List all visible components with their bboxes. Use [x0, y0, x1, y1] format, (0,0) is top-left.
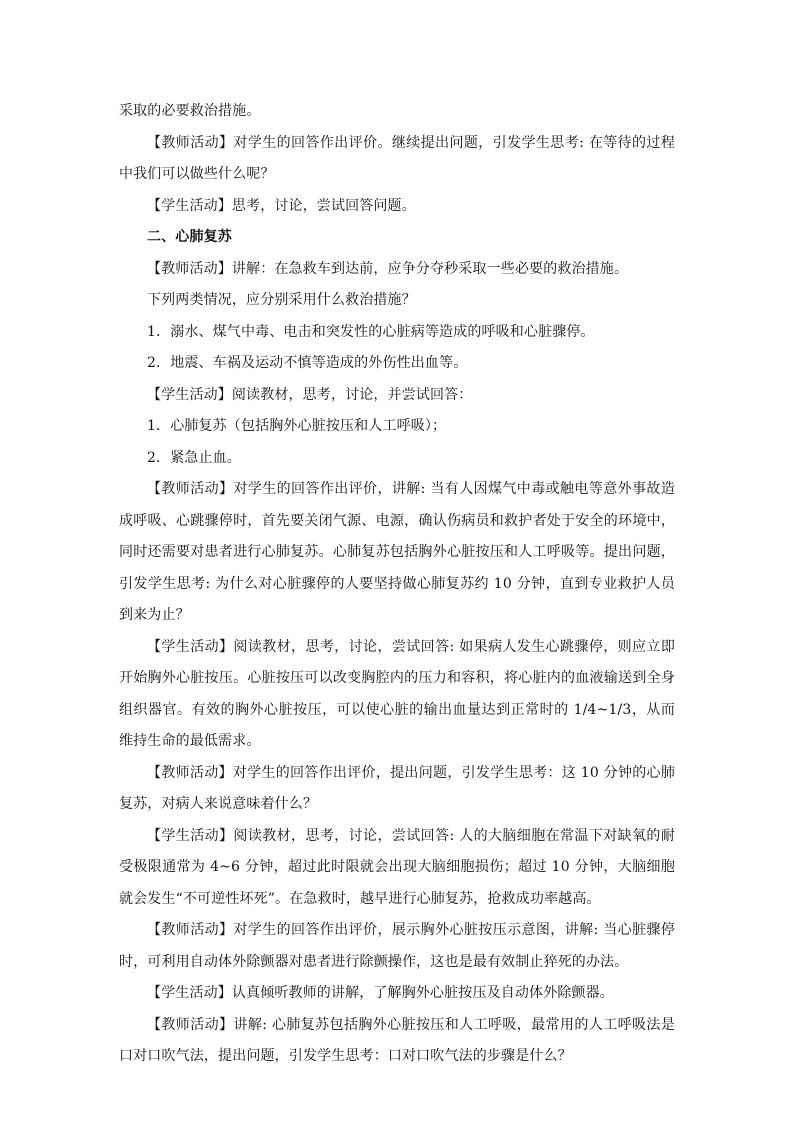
list-item-2: 2．地震、车祸及运动不慎等造成的外伤性出血等。: [147, 355, 468, 371]
section-heading-cpr: 二、心肺复苏: [147, 229, 232, 245]
paragraph-student-activity-brain-cells: 【学生活动】阅读教材，思考，讨论，尝试回答: 人的大脑细胞在常温下对缺氧的耐受极限通常为 4~6 分钟，超过此时限就会出现大脑细胞损伤；超过 10 分钟，大脑细胞就会发生“不可逆性坏死”。在急救时，越早进行心肺复苏，抢救成功率越高。: [119, 827, 675, 907]
paragraph-teacher-activity-mouth-to-mouth: 【教师活动】讲解: 心肺复苏包括胸外心脏按压和人工呼吸，最常用的人工呼吸法是口对口吹气法，提出问题，引发学生思考：口对口吹气法的步骤是什么？: [119, 1016, 675, 1064]
document-body: [119, 96, 675, 1073]
paragraph-teacher-activity-gas-poisoning: 【教师活动】对学生的回答作出评价，讲解: 当有人因煤气中毒或触电等意外事故造成呼吸、心跳骤停时，首先要关闭气源、电源，确认伤病员和救护者处于安全的环境中，同时还需要对患者进行心肺复苏。心肺复苏包括胸外心脏按压和人工呼吸等。提出问题，引发学生思考: 为什么对心脏骤停的人要坚持做心肺复苏约 10 分钟，直到专业救护人员到来为止？: [119, 481, 675, 623]
paragraph-teacher-activity-10-minutes: 【教师活动】对学生的回答作出评价，提出问题，引发学生思考：这 10 分钟的心肺复苏，对病人来说意味着什么？: [119, 764, 675, 812]
answer-item-1: 1．心肺复苏（包括胸外心脏按压和人工呼吸）；: [147, 418, 447, 434]
paragraph-student-activity-chest-compression: 【学生活动】阅读教材，思考，讨论，尝试回答: 如果病人发生心跳骤停，则应立即开始胸外心脏按压。心脏按压可以改变胸腔内的压力和容积，将心脏内的血液输送到全身组织器官。有效的胸外心脏按压，可以使心脏的输出血量达到正常时的 1/4~1/3，从而维持生命的最低需求。: [119, 638, 675, 749]
paragraph-teacher-activity-explain: 【教师活动】讲解：在急救车到达前，应争分夺秒采取一些必要的救治措施。: [147, 260, 629, 277]
answer-item-2: 2．紧急止血。: [147, 449, 241, 466]
paragraph-question: 下列两类情况，应分别采用什么救治措施？: [147, 292, 416, 308]
paragraph-continuation: 采取的必要救治措施。: [119, 103, 261, 119]
paragraph-teacher-activity-defibrillator: 【教师活动】对学生的回答作出评价，展示胸外心脏按压示意图，讲解: 当心脏骤停时，可利用自动体外除颤器对患者进行除颤操作，这也是最有效制止猝死的办法。: [119, 922, 675, 970]
list-item-1: 1．溺水、煤气中毒、电击和突发性的心脏病等造成的呼吸和心脏骤停。: [147, 323, 595, 340]
paragraph-student-activity-listen: 【学生活动】认真倾听教师的讲解，了解胸外心脏按压及自动体外除颤器。: [147, 985, 614, 1001]
paragraph-student-activity-discuss: 【学生活动】思考，讨论，尝试回答问题。: [147, 197, 416, 214]
paragraph-teacher-activity-evaluate: 【教师活动】对学生的回答作出评价。继续提出问题，引发学生思考: 在等待的过程中我们可以做些什么呢？: [119, 134, 675, 182]
paragraph-student-activity-read: 【学生活动】阅读教材，思考，讨论，并尝试回答：: [147, 386, 473, 403]
